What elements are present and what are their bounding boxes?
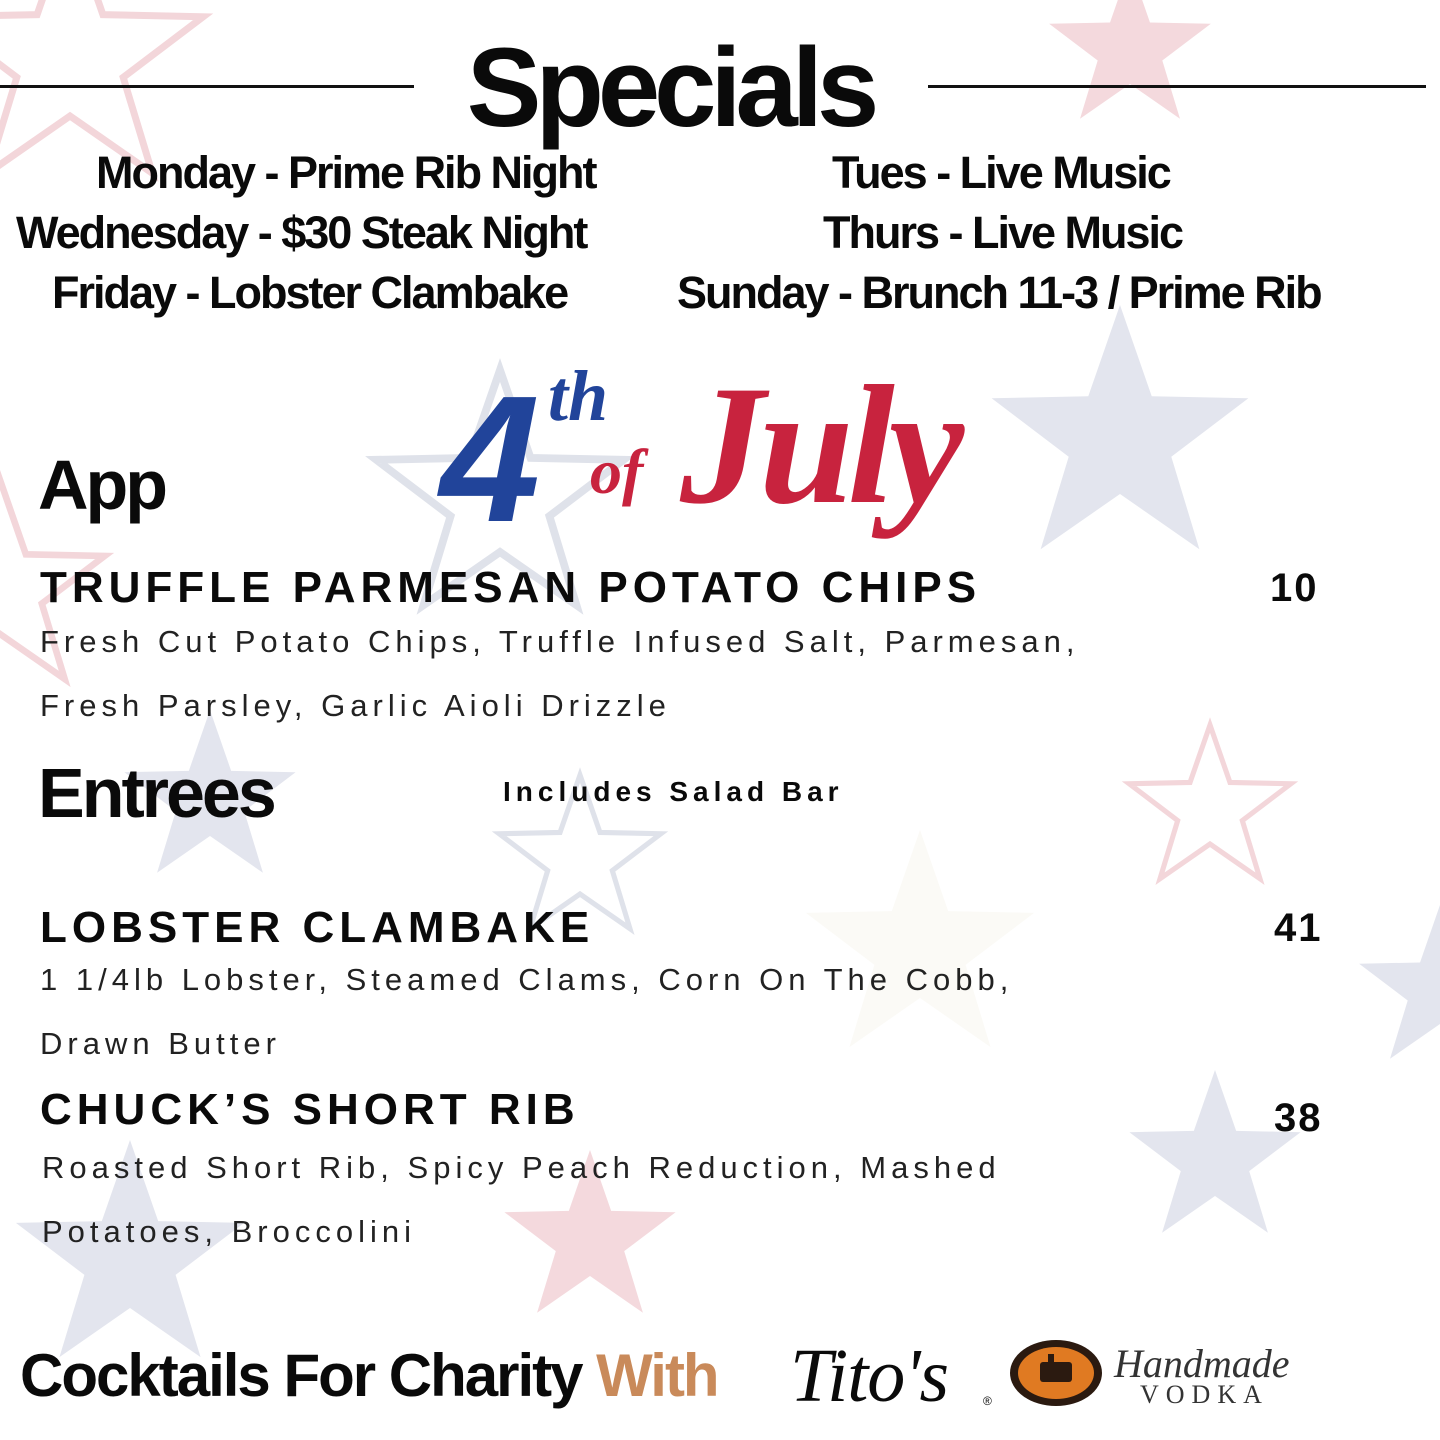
logo-of: of <box>590 436 644 507</box>
dish-price: 10 <box>1270 566 1319 610</box>
dish-description-line1: 1 1/4lb Lobster, Steamed Clams, Corn On The Cobb, <box>40 962 1014 997</box>
special-sunday: Sunday - Brunch 11-3 / Prime Rib <box>677 267 1321 318</box>
footer-text: Cocktails For Charity <box>20 1342 582 1409</box>
logo-four: 4 <box>440 359 541 560</box>
registered-mark: ® <box>983 1394 992 1408</box>
star-shape <box>1129 1070 1300 1233</box>
star-shape <box>1129 725 1291 879</box>
special-wednesday: Wednesday - $30 Steak Night <box>16 207 587 258</box>
brand-vodka: VODKA <box>1140 1380 1269 1409</box>
special-thursday: Thurs - Live Music <box>823 207 1183 258</box>
logo-july: July <box>680 351 959 539</box>
page-title: Specials <box>466 25 874 150</box>
entrees-heading: Entrees <box>38 754 274 832</box>
brand-handmade: Handmade <box>1114 1341 1290 1386</box>
dish-name: TRUFFLE PARMESAN POTATO CHIPS <box>40 563 982 612</box>
logo-th: th <box>548 356 609 436</box>
footer-tagline <box>20 1342 718 1409</box>
dish-price: 38 <box>1274 1096 1323 1140</box>
fourth-of-july-logo <box>430 330 1010 590</box>
titos-seal-icon <box>1008 1338 1104 1408</box>
star-shape <box>992 305 1249 549</box>
dish-description-line2: Fresh Parsley, Garlic Aioli Drizzle <box>40 688 671 723</box>
app-heading: App <box>38 446 166 524</box>
dish-description-line2: Drawn Butter <box>40 1026 281 1061</box>
dish-description-line1: Fresh Cut Potato Chips, Truffle Infused Salt, Parmesan, <box>40 624 1080 659</box>
dish-name: CHUCK’S SHORT RIB <box>40 1085 580 1134</box>
special-tuesday: Tues - Live Music <box>832 147 1170 198</box>
dish-description-line1: Roasted Short Rib, Spicy Peach Reduction, Mashed <box>42 1150 1001 1185</box>
entrees-note: Includes Salad Bar <box>503 776 844 807</box>
star-shape <box>806 830 1034 1047</box>
footer-with: With <box>596 1342 718 1409</box>
titos-logo: Tito's <box>790 1334 949 1418</box>
star-shape <box>1359 905 1440 1059</box>
dish-price: 41 <box>1274 906 1323 950</box>
special-monday: Monday - Prime Rib Night <box>96 147 596 198</box>
special-friday: Friday - Lobster Clambake <box>52 267 568 318</box>
dish-description-line2: Potatoes, Broccolini <box>42 1214 416 1249</box>
dish-name: LOBSTER CLAMBAKE <box>40 903 595 952</box>
